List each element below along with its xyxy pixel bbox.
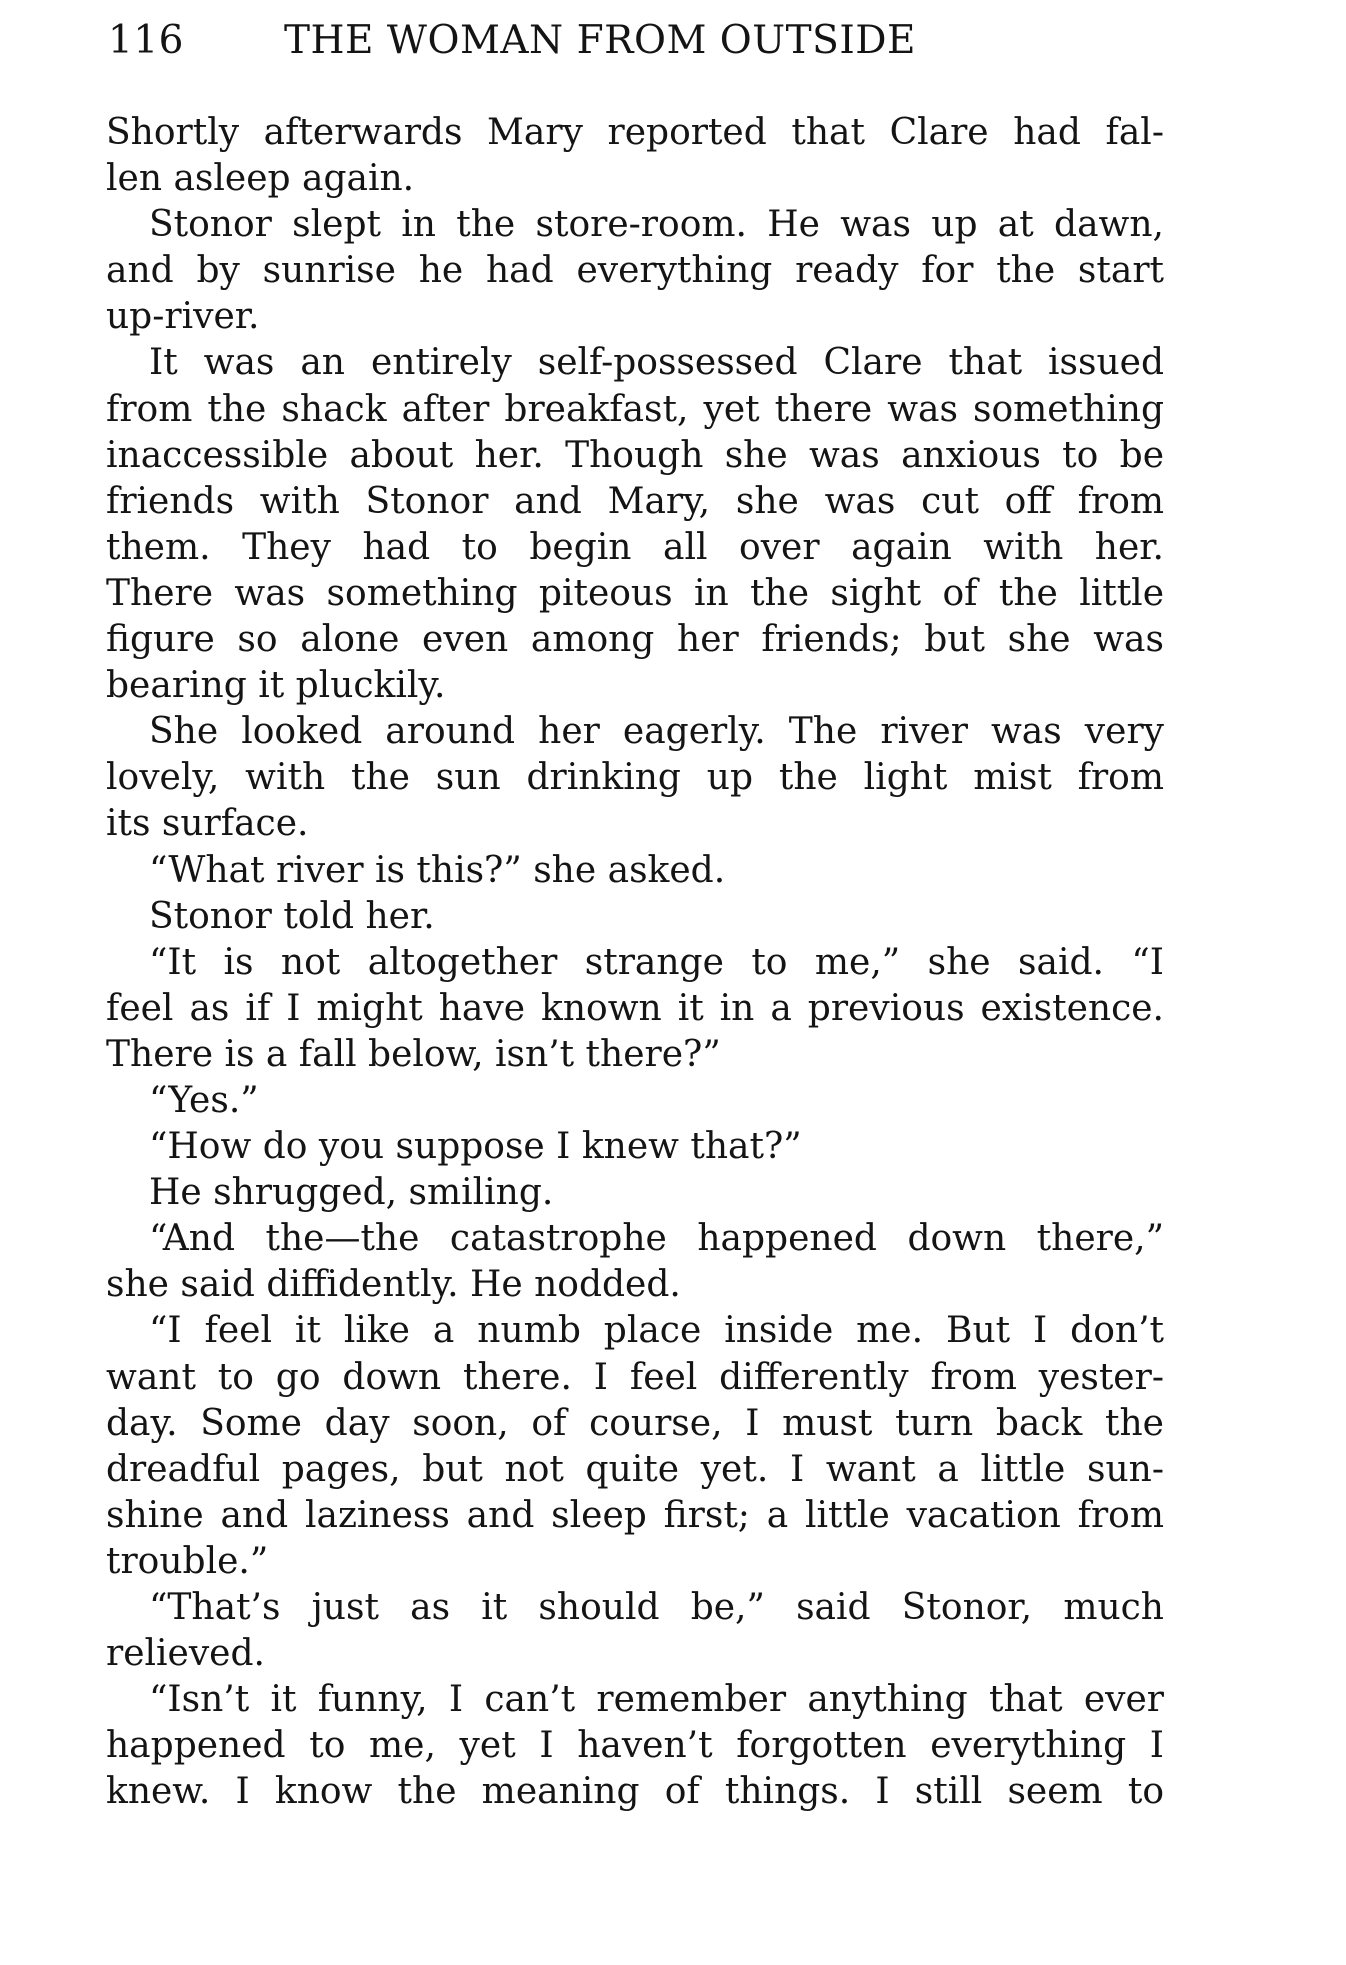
text-line: “How do you suppose I knew that?” [149, 1126, 802, 1168]
text-line: inaccessible about her. Though she was anxious to be [106, 434, 1164, 476]
text-line: “That’s just as it should be,” said Stonor, much [149, 1587, 1164, 1628]
text-line: want to go down there. I feel differently from yester- [106, 1356, 1164, 1398]
text-line: lovely, with the sun drinking up the light mist from [106, 757, 1164, 799]
text-line: she said diffidently. He nodded. [106, 1264, 681, 1306]
text-line: from the shack after breakfast, yet there was something [106, 388, 1164, 430]
text-line: dreadful pages, but not quite yet. I want a little sun- [106, 1448, 1164, 1490]
text-line: “It is not altogether strange to me,” she said. “I [149, 941, 1164, 983]
body-text [106, 110, 1164, 1815]
text-line: up-river. [106, 296, 260, 338]
text-line: “What river is this?” she asked. [149, 849, 726, 891]
text-line: There was something piteous in the sight of the little [106, 572, 1164, 614]
text-line: “Yes.” [149, 1079, 259, 1121]
text-line: relieved. [106, 1633, 265, 1675]
running-head [108, 18, 1168, 72]
text-line: He shrugged, smiling. [149, 1172, 554, 1214]
text-line: figure so alone even among her friends; but she was [106, 619, 1164, 661]
running-title: THE WOMAN FROM OUTSIDE [284, 18, 917, 63]
text-line: There is a fall below, isn’t there?” [106, 1033, 721, 1075]
text-line: “And the—the catastrophe happened down there,” [149, 1218, 1164, 1260]
text-line: len asleep again. [106, 158, 415, 200]
text-line: She looked around her eagerly. The river was very [149, 711, 1164, 753]
text-line: them. They had to begin all over again with her. [106, 526, 1164, 568]
text-line: and by sunrise he had everything ready for the start [106, 250, 1164, 292]
text-line: “I feel it like a numb place inside me. But I don’t [149, 1310, 1164, 1352]
text-line: Stonor slept in the store-room. He was up at dawn, [149, 204, 1164, 246]
text-line: day. Some day soon, of course, I must turn back the [106, 1402, 1164, 1444]
text-line: shine and laziness and sleep first; a little vacation from [106, 1494, 1164, 1536]
text-line: It was an entirely self-possessed Clare that issued [149, 342, 1164, 384]
text-line: Shortly afterwards Mary reported that Clare had fal- [106, 112, 1164, 153]
text-line: friends with Stonor and Mary, she was cut off from [106, 480, 1164, 522]
text-line: happened to me, yet I haven’t forgotten everything I [106, 1725, 1164, 1767]
text-line: bearing it pluckily. [106, 665, 446, 707]
text-line: “Isn’t it funny, I can’t remember anything that ever [149, 1679, 1164, 1721]
text-line: trouble.” [106, 1540, 269, 1582]
text-line: feel as if I might have known it in a previous existence. [106, 987, 1164, 1029]
page-number: 116 [108, 18, 184, 63]
text-line: Stonor told her. [149, 895, 435, 937]
text-line: its surface. [106, 803, 309, 845]
text-line: knew. I know the meaning of things. I still seem to [106, 1771, 1164, 1813]
